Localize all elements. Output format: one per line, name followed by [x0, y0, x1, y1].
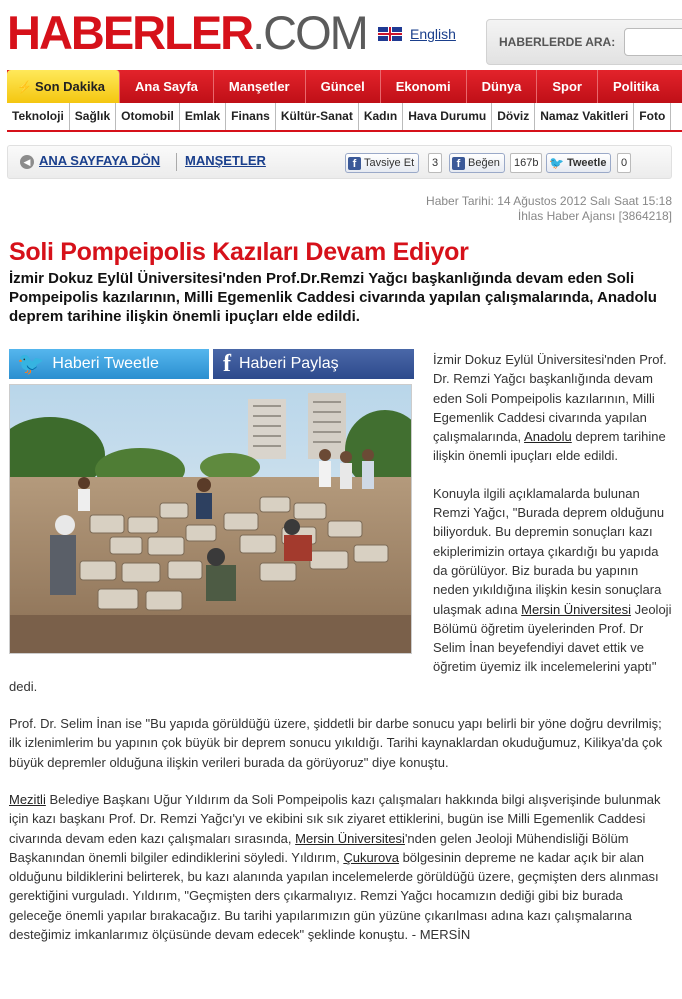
p4-text-end: bölgesinin depreme ne kadar açık bir alan olduğunu bildiklerini belirterek, bu kazı alanında yapılan incelemelerde görüldüğü üzere, geçmişten ders alınması gerektiğini vurguladı. Yıldırım, "Geçmişten ders çıkarmalıyız. Remzi Yağcı hocamızın dediği gibi biz burada geleceğe önemli yapılar bırakacağız. Bu tarihi yapılarımızın gün yüzüne çıkarılması adına kazı çalışmalarına desteğimiz imkanlarımız ölçüsünde devam edecek" şeklinde konuştu. - MERSİN	[9, 849, 659, 943]
search-label: HABERLERDE ARA:	[499, 35, 616, 49]
article-body	[9, 350, 673, 962]
subnav-doviz[interactable]: Döviz	[492, 103, 535, 130]
link-mezitli[interactable]: Mezitli	[9, 791, 46, 807]
nav-son-dakika[interactable]	[7, 70, 120, 103]
paragraph-3: Prof. Dr. Selim İnan ise "Bu yapıda görüldüğü üzere, şiddetli bir darbe sonucu yapı belirli bir yöne doğru devrilmiş; ilk izlenimlerim bu yapının çok büyük bir deprem sonucu yıkıldığı. Tarihi kaynaklardan okuduğumuz, Kilikya'da çok büyük depremler olduğuna ilişkin verileri burada da görüyoruz" diye konuştu.	[9, 716, 663, 770]
p4-text: Belediye Başkanı Uğur Yıldırım da Soli Pompeipolis kazı çalışmaları hakkında bilgi alışverişinde bulunmak için kazı başkanı Prof. Dr. Remzi Yağcı'yı ve ekibini sık sık ziyaret ettiklerini, bugün ise Milli Egemenlik Caddesi civarında devam eden kazı çalışmaları sırasında,	[9, 791, 661, 846]
subnav-foto[interactable]: Foto	[634, 103, 671, 130]
subnav-emlak[interactable]: Emlak	[180, 103, 226, 130]
english-link[interactable]: English	[410, 26, 456, 42]
link-cukurova[interactable]: Çukurova	[343, 849, 399, 865]
link-mersin-universitesi-2[interactable]: Mersin Üniversitesi	[295, 830, 405, 846]
site-header	[0, 0, 682, 70]
article-source: İhlas Haber Ajansı [3864218]	[517, 209, 672, 223]
twitter-icon: 🐦	[549, 156, 564, 170]
sub-nav	[7, 103, 682, 132]
recommend-button[interactable]	[345, 153, 419, 173]
nav-dunya[interactable]: Dünya	[467, 70, 538, 103]
link-mersin-universitesi[interactable]: Mersin Üniversitesi	[521, 601, 631, 617]
uk-flag-icon	[378, 27, 402, 41]
tweet-label: Tweetle	[566, 157, 607, 169]
nav-ekonomi[interactable]: Ekonomi	[381, 70, 467, 103]
p1-text: İzmir Dokuz Eylül Üniversitesi'nden Prof. Dr. Remzi Yağcı başkanlığında devam eden Soli Pompeipolis kazılarının, Milli Egemenlik Caddesi civarında yapılan çalışmalarında,	[433, 352, 667, 445]
like-count: 167b	[510, 153, 542, 173]
main-nav	[7, 70, 682, 103]
language-switch	[378, 26, 456, 42]
home-link[interactable]: ANA SAYFAYA DÖN	[39, 153, 161, 168]
tweet-button[interactable]	[546, 153, 611, 173]
p2-text-end: Jeoloji Bölümü öğretim üyelerinden Prof. Dr Selim İnan beyefendiyi davet ettik ve öğretim üyemiz ilk incelemelerini yaptı" dedi.	[9, 601, 672, 694]
breadcrumb	[7, 145, 672, 179]
nav-label: Son Dakika	[34, 79, 106, 94]
nav-politika[interactable]: Politika	[612, 79, 660, 94]
tweet-count: 0	[617, 153, 631, 173]
nav-spor[interactable]: Spor	[537, 70, 598, 103]
home-icon: ◀	[20, 155, 34, 169]
logo-main: HABERLER	[7, 6, 253, 59]
share-tweet-label: Haberi Tweetle	[52, 355, 159, 372]
nav-mansetler[interactable]: Manşetler	[214, 70, 306, 103]
breadcrumb-divider	[176, 153, 177, 171]
facebook-icon: f	[452, 157, 465, 170]
search-input[interactable]	[624, 28, 682, 56]
search-box	[486, 19, 682, 65]
logo-suffix: .COM	[252, 6, 367, 59]
article-date: Haber Tarihi: 14 Ağustos 2012 Salı Saat 15:18	[426, 194, 672, 208]
subnav-namaz-vakitleri[interactable]: Namaz Vakitleri	[535, 103, 634, 130]
media-spacer	[9, 350, 433, 662]
nav-ana-sayfa[interactable]: Ana Sayfa	[120, 70, 214, 103]
facebook-icon: f	[348, 157, 361, 170]
facebook-icon: f	[223, 350, 231, 377]
subnav-kultur-sanat[interactable]: Kültür-Sanat	[276, 103, 359, 130]
article-lead: İzmir Dokuz Eylül Üniversitesi'nden Prof.Dr.Remzi Yağcı başkanlığında devam eden Soli Pompeipolis kazılarının, Milli Egemenlik Caddesi civarında yapılan çalışmalarında, Anadolu deprem tarihine ilişkin önemli ipuçları elde edildi.	[9, 270, 657, 325]
paragraph-4	[9, 790, 673, 944]
share-facebook-label: Haberi Paylaş	[239, 355, 339, 372]
twitter-icon: 🐦	[17, 351, 45, 376]
like-label: Beğen	[468, 157, 500, 169]
subnav-saglik[interactable]: Sağlık	[70, 103, 116, 130]
like-button[interactable]	[449, 153, 505, 173]
recommend-label: Tavsiye Et	[364, 157, 415, 169]
subnav-hava-durumu[interactable]: Hava Durumu	[403, 103, 492, 130]
subnav-teknoloji[interactable]: Teknoloji	[7, 103, 70, 130]
p1-text-end: deprem tarihine ilişkin önemli ipuçları elde edildi.	[433, 429, 666, 464]
article-meta	[426, 194, 672, 224]
subnav-finans[interactable]: Finans	[226, 103, 276, 130]
link-anadolu[interactable]: Anadolu	[524, 429, 572, 445]
bolt-icon: ⚡	[17, 80, 32, 94]
nav-guncel[interactable]: Güncel	[306, 70, 381, 103]
site-logo[interactable]	[7, 8, 367, 58]
article-title: Soli Pompeipolis Kazıları Devam Ediyor	[9, 238, 469, 266]
recommend-count: 3	[428, 153, 442, 173]
subnav-kadin[interactable]: Kadın	[359, 103, 403, 130]
p2-text: Konuyla ilgili açıklamalarda bulunan Remzi Yağcı, "Burada deprem olduğunu biliyorduk. Bu depremin sonuçları kazı ekiplerimizin ortaya çıkardığı bu yapıda da görülüyor. Biz burada bu yapının neden yıkıldığına ilişkin kesin sonuçlara ulaşmak adına	[433, 485, 665, 617]
p4-text-mid: 'nden gelen Jeoloji Mühendisliği Bölüm Başkanından önemli bilgiler edindiklerini söyledi. Yıldırım,	[9, 830, 629, 865]
subnav-otomobil[interactable]: Otomobil	[116, 103, 180, 130]
headlines-link[interactable]: MANŞETLER	[185, 153, 266, 168]
